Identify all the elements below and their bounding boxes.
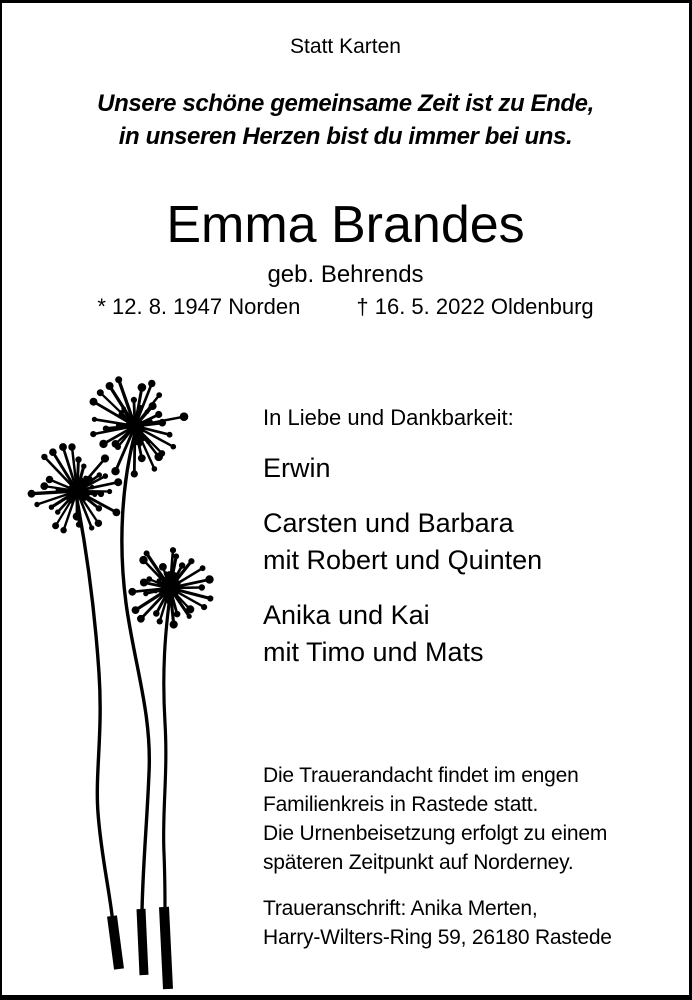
condolence-address-line: Traueranschrift: Anika Merten, <box>263 897 538 920</box>
funeral-info-line: späteren Zeitpunkt auf Norderney. <box>263 851 574 874</box>
epigraph-line-1: Unsere schöne gemeinsame Zeit ist zu Ende, <box>97 90 594 117</box>
epigraph-line-2: in unseren Herzen bist du immer bei uns. <box>118 123 573 150</box>
funeral-info <box>263 761 607 877</box>
mourner-group-family-2 <box>263 597 542 671</box>
funeral-info-line: Die Trauerandacht findet im engen <box>263 764 579 787</box>
mourners-intro: In Liebe und Dankbarkeit: <box>263 405 514 430</box>
mourner-group-husband <box>263 450 542 487</box>
life-dates <box>2 296 689 318</box>
deceased-name: Emma Brandes <box>166 196 525 254</box>
mourner-line: Erwin <box>263 453 331 483</box>
mourner-line: Anika und Kai <box>263 600 430 630</box>
mourner-line: mit Timo und Mats <box>263 637 484 667</box>
death-date: † 16. 5. 2022 Oldenburg <box>356 294 594 319</box>
condolence-address-line: Harry-Wilters-Ring 59, 26180 Rastede <box>263 926 612 949</box>
condolence-address <box>263 894 612 952</box>
mourner-line: Carsten und Barbara <box>263 508 514 538</box>
mourner-line: mit Robert und Quinten <box>263 545 543 575</box>
birth-date: * 12. 8. 1947 Norden <box>97 294 301 319</box>
funeral-info-line: Familienkreis in Rastede statt. <box>263 793 539 816</box>
funeral-info-line: Die Urnenbeisetzung erfolgt zu einem <box>263 822 608 845</box>
dandelion-illustration <box>2 353 242 1000</box>
statt-karten-note: Statt Karten <box>290 35 401 58</box>
maiden-name: geb. Behrends <box>267 261 424 288</box>
epigraph <box>2 87 689 153</box>
mourner-group-family-1 <box>263 505 542 579</box>
mourners-block <box>263 405 542 689</box>
